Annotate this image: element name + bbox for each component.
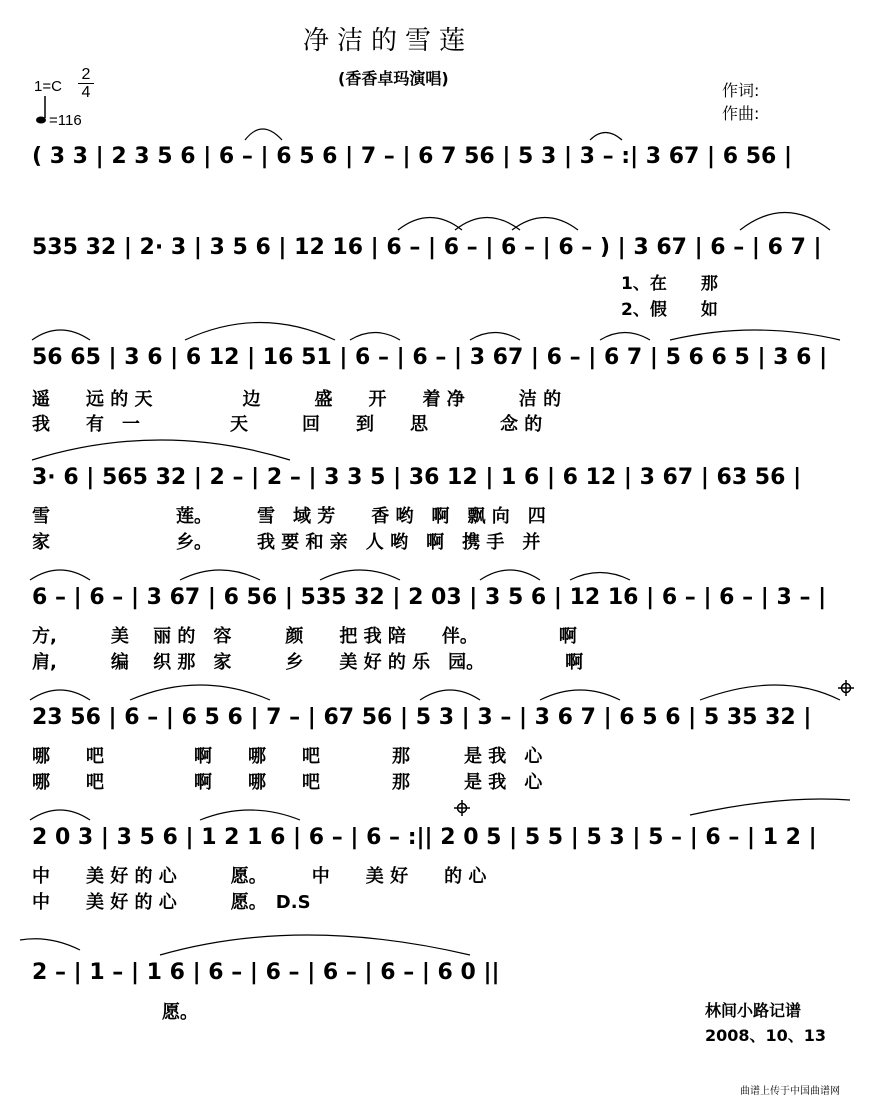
composer-label: 作曲: [722,104,760,123]
subtitle: (香香卓玛演唱) [338,69,449,88]
lyric-line-6-verse-2: 哪 吧 啊 哪 吧 那 是 我 心 [32,772,543,793]
score-line-5: 6 – | 6 – | 3 67 | 6 56 | 535 32 | 2 03 | 3 5 6 | 12 16 | 6 – | 6 – | 3 – | [32,585,827,610]
transcriber-credit: 林间小路记谱 [705,1001,802,1020]
page-title: 净洁的雪莲 [303,26,474,56]
tempo-marking: =116 [49,112,82,129]
lyric-line-7-verse-2: 中 美 好 的 心 愿。 D.S [32,892,311,913]
time-denominator: 4 [81,84,91,101]
lyric-line-2-verse-1: 1、在 那 [621,274,718,294]
score-line-1: ( 3 3 | 2 3 5 6 | 6 – | 6 5 6 | 7 – | 6 7 56 | 5 3 | 3 – :| 3 67 | 6 56 | [32,144,792,169]
transcription-date: 2008、10、13 [705,1026,827,1045]
lyric-line-2-verse-2: 2、假 如 [621,300,718,320]
key-signature: 1=C [34,78,62,95]
lyric-line-4-verse-2: 家 乡。 我 要 和 亲 人 哟 啊 携 手 并 [32,532,541,553]
lyric-line-5-verse-1: 方, 美 丽 的 容 颜 把 我 陪 伴。 啊 [32,626,577,647]
score-line-2: 535 32 | 2· 3 | 3 5 6 | 12 16 | 6 – | 6 – | 6 – | 6 – ) | 3 67 | 6 – | 6 7 | [32,235,822,260]
lyric-line-6-verse-1: 哪 吧 啊 哪 吧 那 是 我 心 [32,746,543,767]
watermark: 曲谱上传于中国曲谱网 [740,1086,840,1097]
time-numerator: 2 [81,66,91,83]
lyricist-label: 作词: [722,81,760,100]
score-line-7: 2 0 3 | 3 5 6 | 1 2 1 6 | 6 – | 6 – :|| 2 0 5 | 5 5 | 5 3 | 5 – | 6 – | 1 2 | [32,825,817,850]
score-line-3: 56 65 | 3 6 | 6 12 | 16 51 | 6 – | 6 – | 3 67 | 6 – | 6 7 | 5 6 6 5 | 3 6 | [32,345,828,370]
lyric-line-3-verse-2: 我 有 一 天 回 到 思 念 的 [32,414,543,435]
score-line-4: 3· 6 | 565 32 | 2 – | 2 – | 3 3 5 | 36 12 | 1 6 | 6 12 | 3 67 | 63 56 | [32,465,802,490]
lyric-line-5-verse-2: 肩, 编 织 那 家 乡 美 好 的 乐 园。 啊 [32,652,584,673]
lyric-line-7-verse-1: 中 美 好 的 心 愿。 中 美 好 的 心 [32,866,487,887]
lyric-line-4-verse-1: 雪 莲。 雪 域 芳 香 哟 啊 飘 向 四 [32,506,546,527]
score-line-8: 2 – | 1 – | 1 6 | 6 – | 6 – | 6 – | 6 – | 6 0 || [32,960,500,985]
score-line-6: 23 56 | 6 – | 6 5 6 | 7 – | 67 56 | 5 3 | 3 – | 3 6 7 | 6 5 6 | 5 35 32 | [32,705,812,730]
lyric-line-8-verse-1: 愿。 [162,1002,198,1023]
lyric-line-3-verse-1: 遥 远 的 天 边 盛 开 着 净 洁 的 [32,389,562,410]
